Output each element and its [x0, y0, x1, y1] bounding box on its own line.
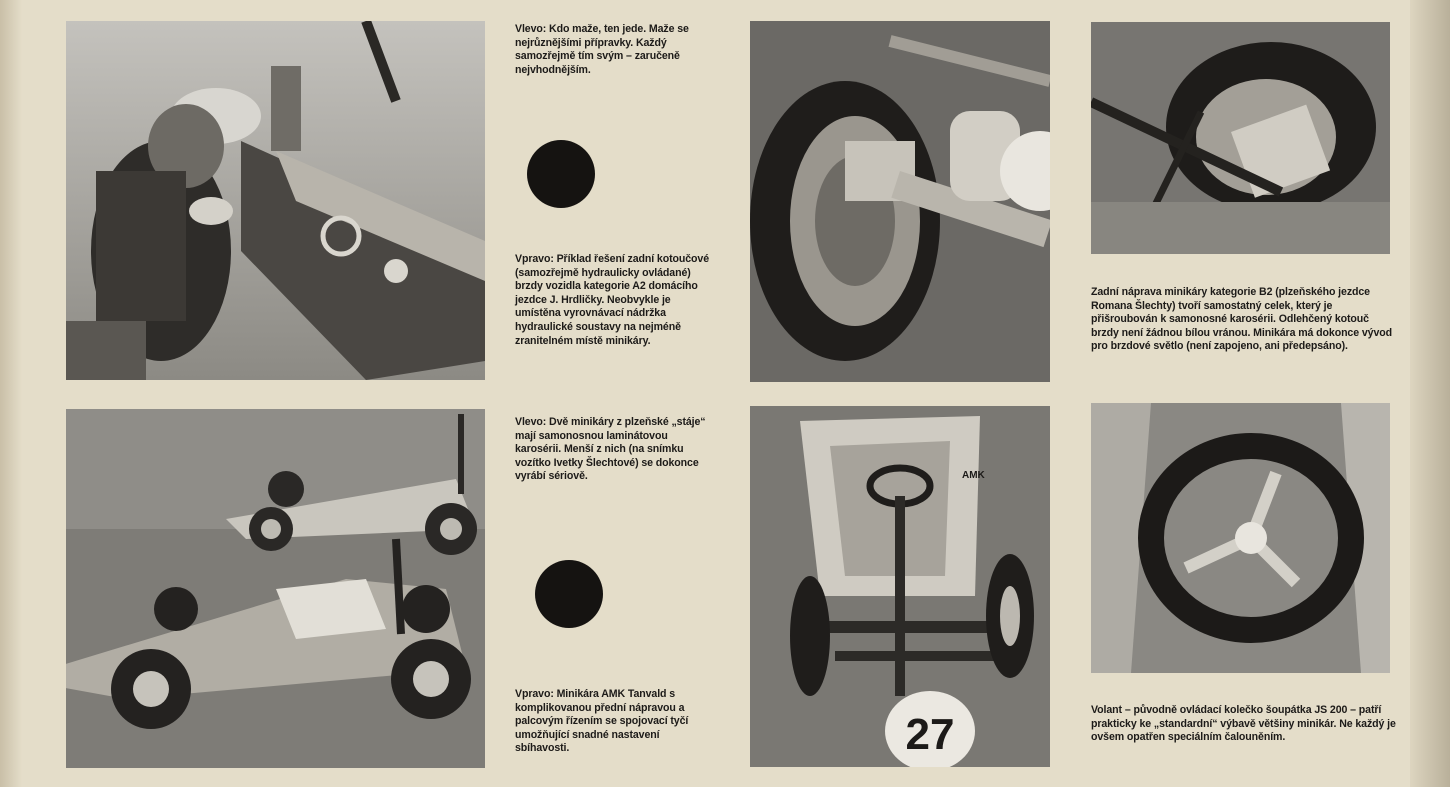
page-fold — [0, 0, 22, 787]
photo-steering-wheel — [1091, 403, 1390, 673]
race-number: 27 — [905, 710, 955, 759]
caption-mechanic: Vlevo: Kdo maže, ten jede. Maže se nejrůznějšími přípravky. Každý samozřejmě tím svým – zaručeně nejvhodnějším. — [515, 23, 689, 76]
caption-two-karts: Vlevo: Dvě minikáry z plzeňské „stáje“ mají samonosnou laminátovou karosérii. Menší z nich (na snímku vozítko Ivetky Šlechtové) se dokonce vyrábí sériově. — [515, 416, 706, 483]
photo-amk-kart — [750, 406, 1050, 767]
kart-marking: AMK — [962, 470, 985, 481]
photo-two-karts — [66, 409, 485, 768]
caption-brake: Vpravo: Příklad řešení zadní kotoučové (samozřejmě hydraulicky ovládané) brzdy vozidla kategorie A2 domácího jezdce J. Hrdličky. Neobvykle je umístěna vyrovnávací nádržka hydraulické soustavy na nejméně zranitelném místě minikáry. — [515, 253, 710, 347]
photo-mechanic — [66, 21, 485, 380]
decorative-dot-top — [527, 140, 595, 208]
decorative-dot-bottom — [535, 560, 603, 628]
caption-amk: Vpravo: Minikára AMK Tanvald s komplikovanou přední nápravou a palcovým řízením se spojovací tyčí umožňující snadné nastavení sbíhavosti. — [515, 688, 689, 755]
caption-steering: Volant – původně ovládací kolečko šoupátka JS 200 – patří prakticky ke „standardní“ výbavě většiny minikár. Ne každý je ovšem opatřen speciálním čalouněním. — [1091, 704, 1396, 744]
page-edge — [1410, 0, 1450, 787]
photo-rear-axle — [1091, 22, 1390, 254]
caption-rear-axle: Zadní náprava minikáry kategorie B2 (plzeňského jezdce Romana Šlechty) tvoří samostatný celek, který je přišroubován k samonosné karosérii. Odlehčený kotouč brzdy není žádnou bílou vránou. Minikára má dokonce vývod pro brzdové světlo (není zapojeno, ani předepsáno). — [1091, 286, 1392, 353]
photo-brake-wheel — [750, 21, 1050, 382]
